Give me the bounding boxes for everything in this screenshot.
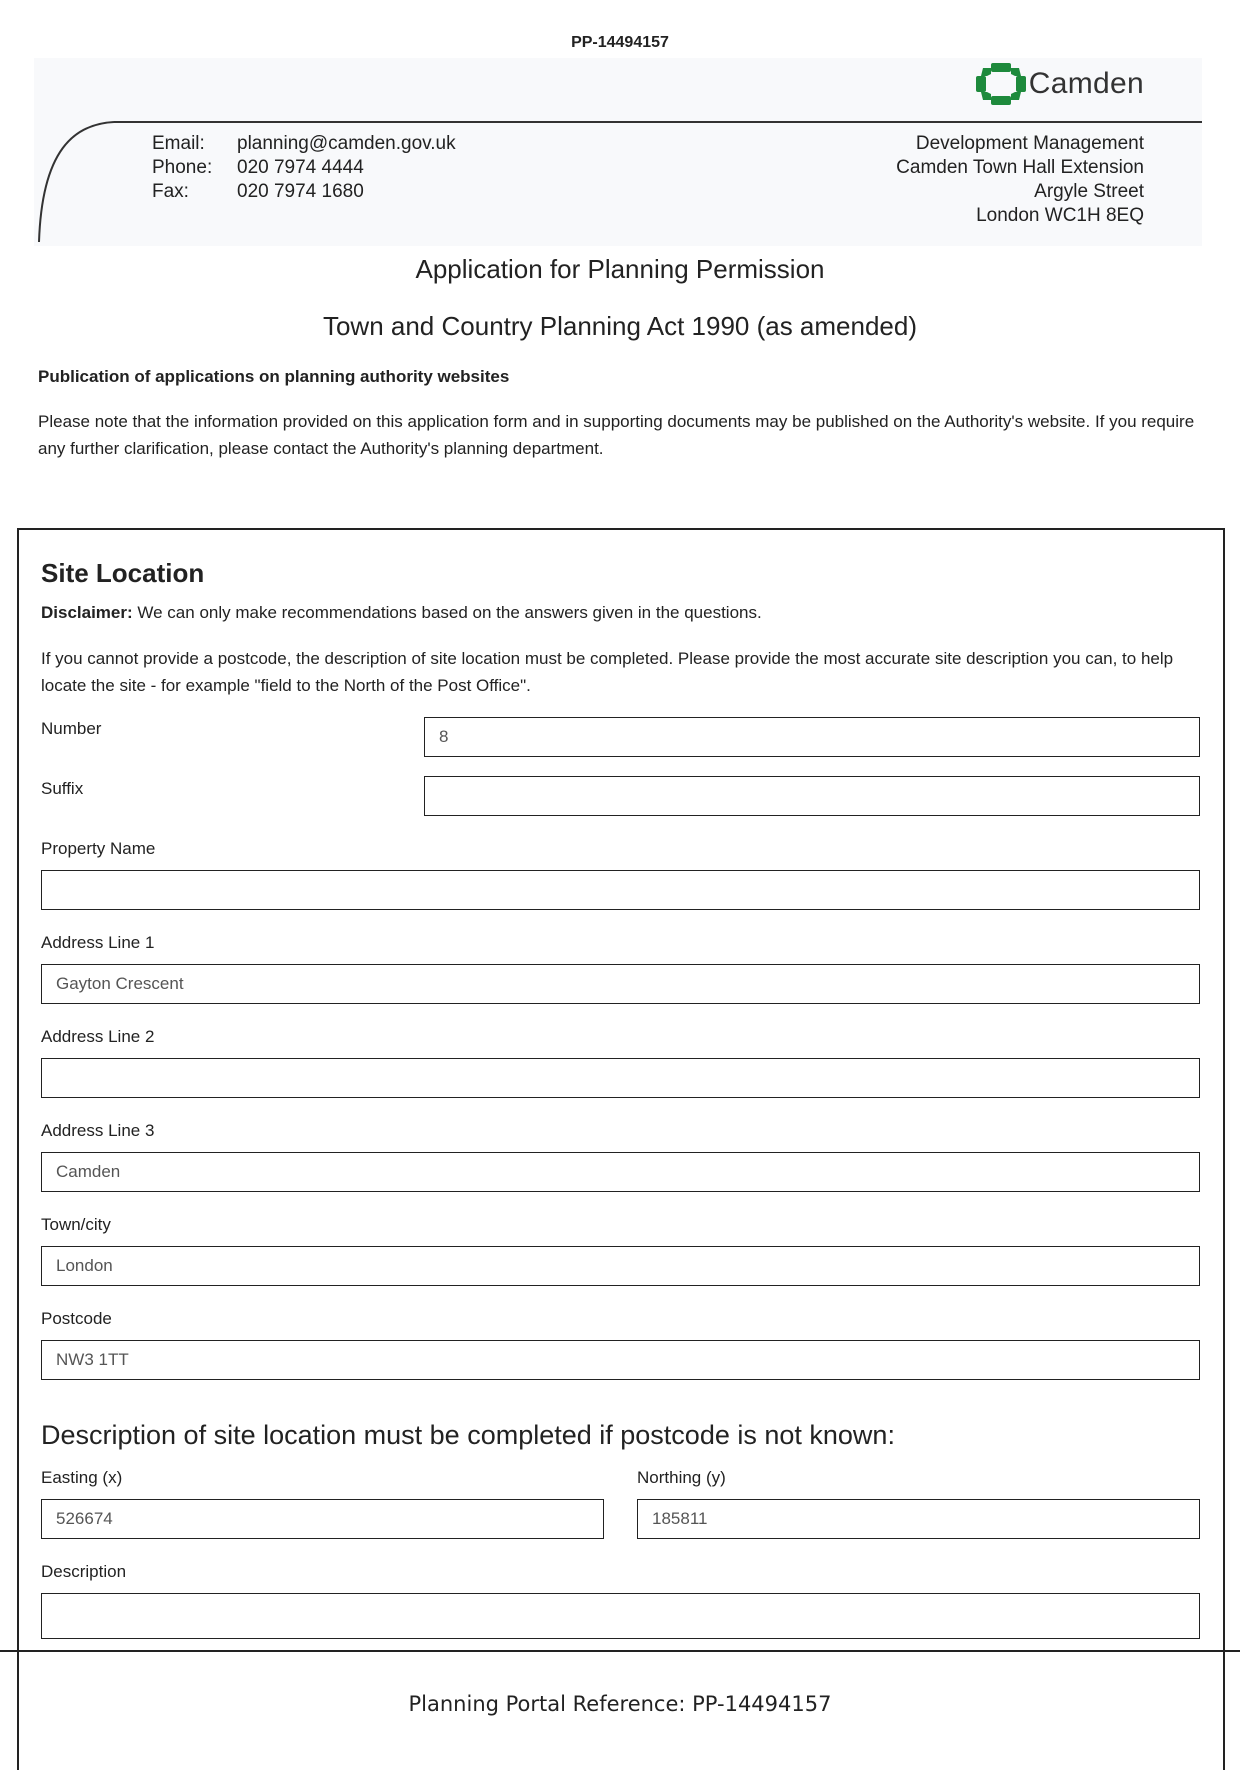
publication-text: Please note that the information provided on this application form and in supporting documents may be published on the Authority's website. If you require any further clarification, please contact the Authority's planning department. [38,412,1195,458]
footer-divider [0,1650,1240,1652]
form-title: Application for Planning Permission [415,254,825,284]
suffix-label: Suffix [41,779,84,798]
easting-field[interactable]: 526674 [41,1499,604,1539]
document-reference: PP-14494157 [571,34,669,51]
address-line-3-field[interactable]: Camden [41,1152,1200,1192]
phone-value: 020 7974 4444 [237,157,364,178]
logo-text: Camden [1028,67,1144,100]
office-address [896,132,1144,228]
section-title: Site Location [41,558,205,588]
address-line-1-label: Address Line 1 [41,933,155,952]
form-subtitle: Town and Country Planning Act 1990 (as amended) [322,311,918,341]
publication-heading: Publication of applications on planning authority websites [38,367,510,386]
fax-value: 020 7974 1680 [237,181,364,202]
address-line: Camden Town Hall Extension [896,157,1144,178]
easting-label: Easting (x) [41,1468,123,1487]
address-line-1-field[interactable]: Gayton Crescent [41,964,1200,1004]
postcode-label: Postcode [41,1309,112,1328]
instructions: If you cannot provide a postcode, the description of site location must be completed. Please provide the most accurate site description you can, to help locate the site - for example "field to the North of the Post Office". [41,649,1174,695]
property-name-field[interactable] [41,870,1200,910]
camden-logo [975,62,1144,106]
town-city-field[interactable]: London [41,1246,1200,1286]
letterhead-curve [34,120,124,245]
site-location-section [17,528,1225,1770]
description-heading: Description of site location must be completed if postcode is not known: [41,1420,895,1450]
suffix-field[interactable] [424,776,1200,816]
phone-label: Phone: [152,157,213,178]
disclaimer-text: We can only make recommendations based on the answers given in the questions. [132,603,762,622]
northing-label: Northing (y) [637,1468,726,1487]
email-value: planning@camden.gov.uk [237,133,456,154]
address-line: Argyle Street [1034,181,1144,202]
address-line-2-field[interactable] [41,1058,1200,1098]
address-line: London WC1H 8EQ [976,205,1144,226]
camden-logo-icon [975,62,1027,106]
number-label: Number [41,719,102,738]
northing-field[interactable]: 185811 [637,1499,1200,1539]
contact-details [152,132,456,204]
town-city-label: Town/city [41,1215,111,1234]
disclaimer-label: Disclaimer: [41,603,133,622]
address-line-3-label: Address Line 3 [41,1121,155,1140]
footer-reference: Planning Portal Reference: PP-14494157 [408,1692,832,1716]
property-name-label: Property Name [41,839,156,858]
description-field[interactable] [41,1593,1200,1639]
description-label: Description [41,1562,127,1581]
disclaimer [41,603,762,623]
postcode-field[interactable]: NW3 1TT [41,1340,1200,1380]
letterhead-divider [114,121,1202,123]
number-field[interactable]: 8 [424,717,1200,757]
fax-label: Fax: [152,181,189,202]
address-line-2-label: Address Line 2 [41,1027,155,1046]
address-line: Development Management [915,133,1144,154]
email-label: Email: [152,133,205,154]
